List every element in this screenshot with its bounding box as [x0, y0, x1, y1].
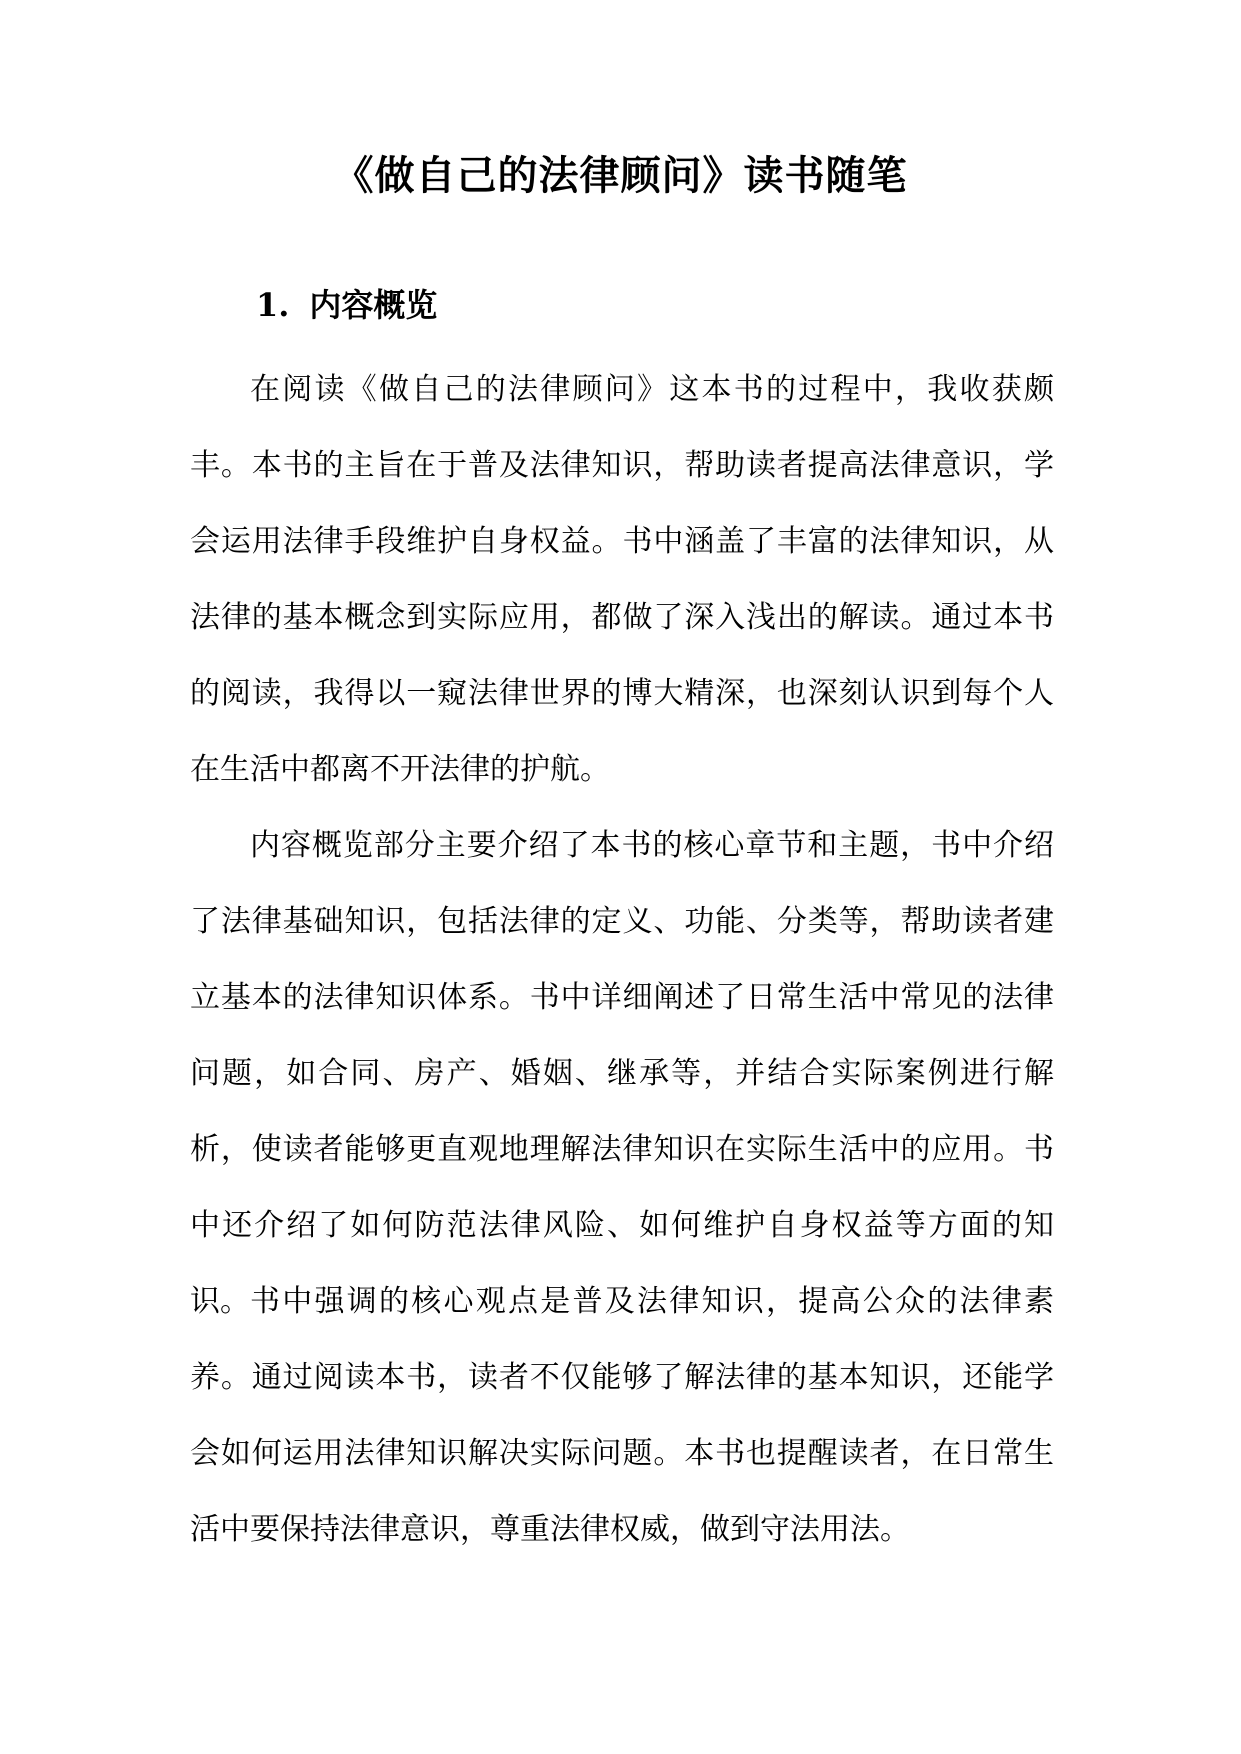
section-number: 1.	[256, 286, 290, 324]
body-paragraph: 书中强调的核心观点是普及法律知识，提高公众的法律素养。通过阅读本书，读者不仅能够了解法律的基本知识，还能学会如何运用法律知识解决实际问题。本书也提醒读者，在日常生活中要保持法律意识，尊重法律权威，做到守法用法。	[190, 1284, 1054, 1547]
document-title: 《做自己的法律顾问》读书随笔	[333, 152, 908, 199]
body-paragraph: 在阅读《做自己的法律顾问》这本书的过程中，我收获颇丰。本书的主旨在于普及法律知识，帮助读者提高法律意识，学会运用法律手段维护自身权益。书中涵盖了丰富的法律知识，从法律的基本概念到实际应用，都做了深入浅出的解读。通过本书的阅读，我得以一窥法律世界的博大精深，也深刻认识到每个人在生活中都离不开法律的护航。	[190, 372, 1054, 787]
body-paragraph: 内容概览部分主要介绍了本书的核心章节和主题，书中介绍了法律基础知识，包括法律的定义、功能、分类等，帮助读者建立基本的法律知识体系。书中详细阐述了日常生活中常见的法律问题，如合同、房产、婚姻、继承等，并结合实际案例进行解析，使读者能够更直观地理解法律知识在实际生活中的应用。书中还介绍了如何防范法律风险、如何维护自身权益等方面的知识。	[190, 828, 1054, 1319]
section-heading	[256, 278, 437, 332]
section-title: 内容概览	[309, 286, 438, 324]
